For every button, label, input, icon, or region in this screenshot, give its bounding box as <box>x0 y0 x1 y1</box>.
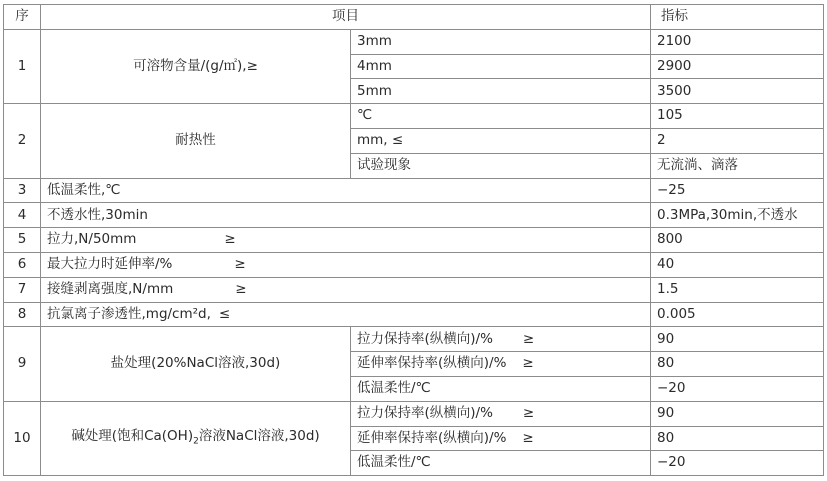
row-subitem: 试验现象 <box>351 153 651 178</box>
row-item-label: 拉力,N/50mm <box>47 231 137 248</box>
row-value: 80 <box>651 352 824 377</box>
table-row <box>4 302 824 327</box>
row-subitem <box>351 401 651 426</box>
row-item: 盐处理(20%NaCl溶液,30d) <box>41 327 351 401</box>
row-subitem <box>351 327 651 352</box>
row-subitem: 4mm <box>351 54 651 79</box>
row-seq: 2 <box>4 104 41 178</box>
comparator-symbol: ≥ <box>522 429 534 446</box>
row-subitem: mm, ≤ <box>351 128 651 153</box>
row-item <box>41 401 351 475</box>
row-seq: 10 <box>4 401 41 475</box>
header-item: 项目 <box>41 5 651 30</box>
row-seq: 9 <box>4 327 41 401</box>
row-value: 2100 <box>651 29 824 54</box>
row-subitem: 低温柔性/℃ <box>351 376 651 401</box>
row-value: 2 <box>651 128 824 153</box>
row-value: 800 <box>651 228 824 253</box>
table-row <box>4 104 824 129</box>
row-subitem: ℃ <box>351 104 651 129</box>
row-item-label-a: 碱处理(饱和Ca(OH) <box>71 428 194 445</box>
row-value: −20 <box>651 376 824 401</box>
spec-table <box>3 4 824 476</box>
row-value: 无流淌、滴落 <box>651 153 824 178</box>
row-seq: 5 <box>4 228 41 253</box>
header-seq: 序 <box>4 5 41 30</box>
table-row <box>4 178 824 203</box>
row-seq: 6 <box>4 252 41 277</box>
row-subitem: 5mm <box>351 79 651 104</box>
comparator-symbol: ≤ <box>218 305 231 322</box>
row-item-subscript: 2 <box>193 436 199 447</box>
table-row <box>4 29 824 54</box>
row-value: 90 <box>651 327 824 352</box>
row-value: 1.5 <box>651 277 824 302</box>
row-seq: 7 <box>4 277 41 302</box>
row-value: 105 <box>651 104 824 129</box>
table-row <box>4 203 824 228</box>
row-seq: 1 <box>4 29 41 103</box>
table-row <box>4 228 824 253</box>
header-value: 指标 <box>651 5 824 30</box>
row-value: −20 <box>651 451 824 476</box>
row-subitem-label: 拉力保持率(纵横向)/% <box>357 404 493 421</box>
row-value: 90 <box>651 401 824 426</box>
row-value: 0.005 <box>651 302 824 327</box>
table-row <box>4 327 824 352</box>
header-row <box>4 5 824 30</box>
row-item <box>41 302 651 327</box>
row-item: 耐热性 <box>41 104 351 178</box>
row-value: 3500 <box>651 79 824 104</box>
comparator-symbol: ≥ <box>522 404 535 421</box>
row-item <box>41 252 651 277</box>
comparator-symbol: ≥ <box>522 330 535 347</box>
row-item-label-b: 溶液NaCl溶液,30d) <box>198 428 320 445</box>
row-subitem: 3mm <box>351 29 651 54</box>
row-value: 40 <box>651 252 824 277</box>
row-subitem-label: 延伸率保持率(纵横向)/% <box>357 355 507 372</box>
row-seq: 8 <box>4 302 41 327</box>
row-subitem <box>351 426 651 451</box>
comparator-symbol: ≥ <box>224 231 236 248</box>
row-seq: 3 <box>4 178 41 203</box>
table-row <box>4 401 824 426</box>
row-item <box>41 228 651 253</box>
row-item: 可溶物含量/(g/㎡),≥ <box>41 29 351 103</box>
row-value: 2900 <box>651 54 824 79</box>
table-row <box>4 277 824 302</box>
row-item-label: 抗氯离子渗透性,mg/cm²d, <box>47 305 211 322</box>
row-value: 0.3MPa,30min,不透水 <box>651 203 824 228</box>
row-item-label: 最大拉力时延伸率/% <box>47 256 173 273</box>
comparator-symbol: ≥ <box>522 355 534 372</box>
row-value: 80 <box>651 426 824 451</box>
comparator-symbol: ≥ <box>235 280 247 297</box>
comparator-symbol: ≥ <box>234 256 246 273</box>
row-item: 不透水性,30min <box>41 203 651 228</box>
row-value: −25 <box>651 178 824 203</box>
row-subitem: 低温柔性/℃ <box>351 451 651 476</box>
row-item-label: 接缝剥离强度,N/mm <box>47 280 174 297</box>
row-subitem-label: 延伸率保持率(纵横向)/% <box>357 429 507 446</box>
row-seq: 4 <box>4 203 41 228</box>
row-subitem-label: 拉力保持率(纵横向)/% <box>357 330 493 347</box>
table-row <box>4 252 824 277</box>
row-subitem <box>351 352 651 377</box>
row-item: 低温柔性,℃ <box>41 178 651 203</box>
row-item <box>41 277 651 302</box>
